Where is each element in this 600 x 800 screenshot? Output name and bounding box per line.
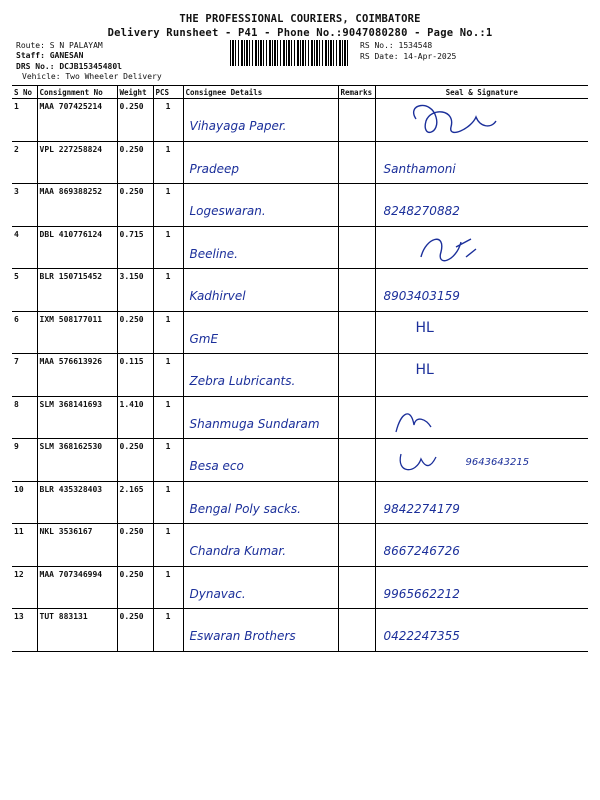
signature-text: 9643643215 (465, 457, 530, 468)
signature-text: Santhamoni (383, 161, 456, 176)
cell-weight: 0.250 (117, 311, 153, 354)
cell-sno: 12 (12, 566, 37, 609)
cell-signature (375, 354, 588, 397)
consignee-handwriting: Zebra Lubricants. (189, 374, 296, 388)
cell-consignment-no: DBL 410776124 (37, 226, 117, 269)
cell-consignee (183, 226, 338, 269)
cell-consignment-no: MAA 576613926 (37, 354, 117, 397)
cell-weight: 2.165 (117, 481, 153, 524)
signature-text: HL (415, 319, 434, 336)
consignee-handwriting: Beeline. (189, 246, 238, 261)
cell-remarks (338, 609, 375, 652)
staff-label: Staff: GANESAN (16, 51, 84, 60)
cell-consignment-no: BLR 435328403 (37, 481, 117, 524)
consignee-handwriting: Shanmuga Sundaram (189, 416, 320, 431)
table-row (12, 566, 588, 609)
table-row (12, 354, 588, 397)
cell-remarks (338, 141, 375, 184)
cell-signature (375, 396, 588, 439)
signature-text: 9965662212 (383, 586, 460, 601)
cell-remarks (338, 566, 375, 609)
cell-pcs: 1 (153, 226, 183, 269)
cell-consignment-no: SLM 368162530 (37, 439, 117, 482)
cell-signature (375, 311, 588, 354)
cell-consignee (183, 566, 338, 609)
signature-text: 8248270882 (383, 204, 460, 218)
cell-remarks (338, 311, 375, 354)
signature-text: 8903403159 (383, 289, 460, 303)
cell-consignment-no: TUT 883131 (37, 609, 117, 652)
cell-pcs: 1 (153, 566, 183, 609)
cell-consignment-no: VPL 227258824 (37, 141, 117, 184)
cell-remarks (338, 481, 375, 524)
cell-consignee (183, 184, 338, 227)
cell-remarks (338, 99, 375, 142)
barcode (230, 40, 350, 66)
table-row (12, 184, 588, 227)
cell-weight: 0.250 (117, 524, 153, 567)
cell-remarks (338, 226, 375, 269)
cell-weight: 0.250 (117, 99, 153, 142)
cell-pcs: 1 (153, 354, 183, 397)
col-consignee: Consignee Details (183, 86, 338, 99)
cell-pcs: 1 (153, 184, 183, 227)
cell-pcs: 1 (153, 311, 183, 354)
table-row (12, 141, 588, 184)
table-row (12, 396, 588, 439)
cell-signature (375, 269, 588, 312)
consignee-handwriting: Chandra Kumar. (189, 544, 287, 558)
cell-sno: 7 (12, 354, 37, 397)
cell-pcs: 1 (153, 609, 183, 652)
cell-signature (375, 226, 588, 269)
col-signature: Seal & Signature (375, 86, 588, 99)
cell-sno: 3 (12, 184, 37, 227)
cell-consignment-no: MAA 707346994 (37, 566, 117, 609)
cell-consignment-no: IXM 508177011 (37, 311, 117, 354)
col-remarks: Remarks (338, 86, 375, 99)
table-row (12, 609, 588, 652)
cell-remarks (338, 524, 375, 567)
cell-weight: 0.250 (117, 184, 153, 227)
col-weight: Weight (117, 86, 153, 99)
table-row (12, 524, 588, 567)
cell-consignment-no: SLM 368141693 (37, 396, 117, 439)
cell-weight: 3.150 (117, 269, 153, 312)
cell-weight: 0.250 (117, 439, 153, 482)
cell-weight: 0.115 (117, 354, 153, 397)
signature-text: HL (415, 362, 434, 378)
cell-pcs: 1 (153, 99, 183, 142)
cell-sno: 6 (12, 311, 37, 354)
cell-sno: 11 (12, 524, 37, 567)
consignee-handwriting: Pradeep (189, 161, 240, 176)
cell-signature (375, 439, 588, 482)
rs-number: RS No.: 1534548 (360, 41, 433, 50)
cell-consignment-no: MAA 869388252 (37, 184, 117, 227)
cell-pcs: 1 (153, 481, 183, 524)
cell-remarks (338, 184, 375, 227)
cell-consignee (183, 609, 338, 652)
cell-sno: 8 (12, 396, 37, 439)
consignee-handwriting: Besa eco (189, 459, 244, 473)
cell-sno: 10 (12, 481, 37, 524)
consignee-handwriting: Dynavac. (189, 586, 246, 601)
consignee-handwriting: Kadhirvel (189, 289, 246, 303)
cell-consignee (183, 99, 338, 142)
col-pcs: PCS (153, 86, 183, 99)
cell-pcs: 1 (153, 439, 183, 482)
cell-pcs: 1 (153, 141, 183, 184)
consignee-handwriting: Vihayaga Paper. (189, 119, 287, 133)
col-sno: S No (12, 86, 37, 99)
table-row (12, 439, 588, 482)
cell-consignment-no: BLR 150715452 (37, 269, 117, 312)
cell-signature (375, 184, 588, 227)
cell-pcs: 1 (153, 269, 183, 312)
runsheet-table (12, 85, 588, 652)
cell-weight: 0.250 (117, 566, 153, 609)
cell-sno: 1 (12, 99, 37, 142)
cell-remarks (338, 354, 375, 397)
table-row (12, 99, 588, 142)
rs-date: RS Date: 14-Apr-2025 (360, 52, 457, 61)
table-row (12, 269, 588, 312)
cell-consignee (183, 524, 338, 567)
table-row (12, 311, 588, 354)
cell-consignee (183, 311, 338, 354)
route-label: Route: S N PALAYAM (16, 41, 103, 50)
runsheet-title: Delivery Runsheet - P41 - Phone No.:9047080280 - Page No.:1 (107, 27, 493, 39)
cell-remarks (338, 269, 375, 312)
cell-consignee (183, 141, 338, 184)
table-header-row (12, 86, 588, 99)
cell-consignment-no: NKL 3536167 (37, 524, 117, 567)
cell-weight: 0.250 (117, 141, 153, 184)
cell-consignee (183, 481, 338, 524)
cell-consignee (183, 269, 338, 312)
cell-sno: 13 (12, 609, 37, 652)
col-consignment-no: Consignment No (37, 86, 117, 99)
signature-text: 0422247355 (383, 629, 460, 643)
cell-signature (375, 481, 588, 524)
drs-number: DRS No.: DCJB15345480l (16, 62, 122, 71)
cell-sno: 2 (12, 141, 37, 184)
cell-signature (375, 524, 588, 567)
cell-remarks (338, 439, 375, 482)
cell-remarks (338, 396, 375, 439)
cell-signature (375, 141, 588, 184)
cell-signature (375, 566, 588, 609)
consignee-handwriting: Logeswaran. (189, 204, 266, 218)
consignee-handwriting: GmE (189, 331, 219, 346)
cell-signature (375, 609, 588, 652)
cell-consignee (183, 354, 338, 397)
cell-pcs: 1 (153, 396, 183, 439)
cell-consignee (183, 396, 338, 439)
cell-sno: 4 (12, 226, 37, 269)
consignee-handwriting: Eswaran Brothers (189, 629, 296, 643)
cell-weight: 0.715 (117, 226, 153, 269)
cell-signature (375, 99, 588, 142)
cell-pcs: 1 (153, 524, 183, 567)
company-title: THE PROFESSIONAL COURIERS, COIMBATORE (179, 13, 421, 25)
cell-sno: 9 (12, 439, 37, 482)
signature-text: 8667246726 (383, 544, 460, 558)
cell-sno: 5 (12, 269, 37, 312)
signature-text: 9842274179 (383, 501, 460, 516)
cell-consignment-no: MAA 707425214 (37, 99, 117, 142)
vehicle-label: Vehicle: Two Wheeler Delivery (22, 72, 162, 81)
cell-weight: 0.250 (117, 609, 153, 652)
cell-weight: 1.410 (117, 396, 153, 439)
table-row (12, 226, 588, 269)
table-row (12, 481, 588, 524)
consignee-handwriting: Bengal Poly sacks. (189, 501, 301, 516)
cell-consignee (183, 439, 338, 482)
